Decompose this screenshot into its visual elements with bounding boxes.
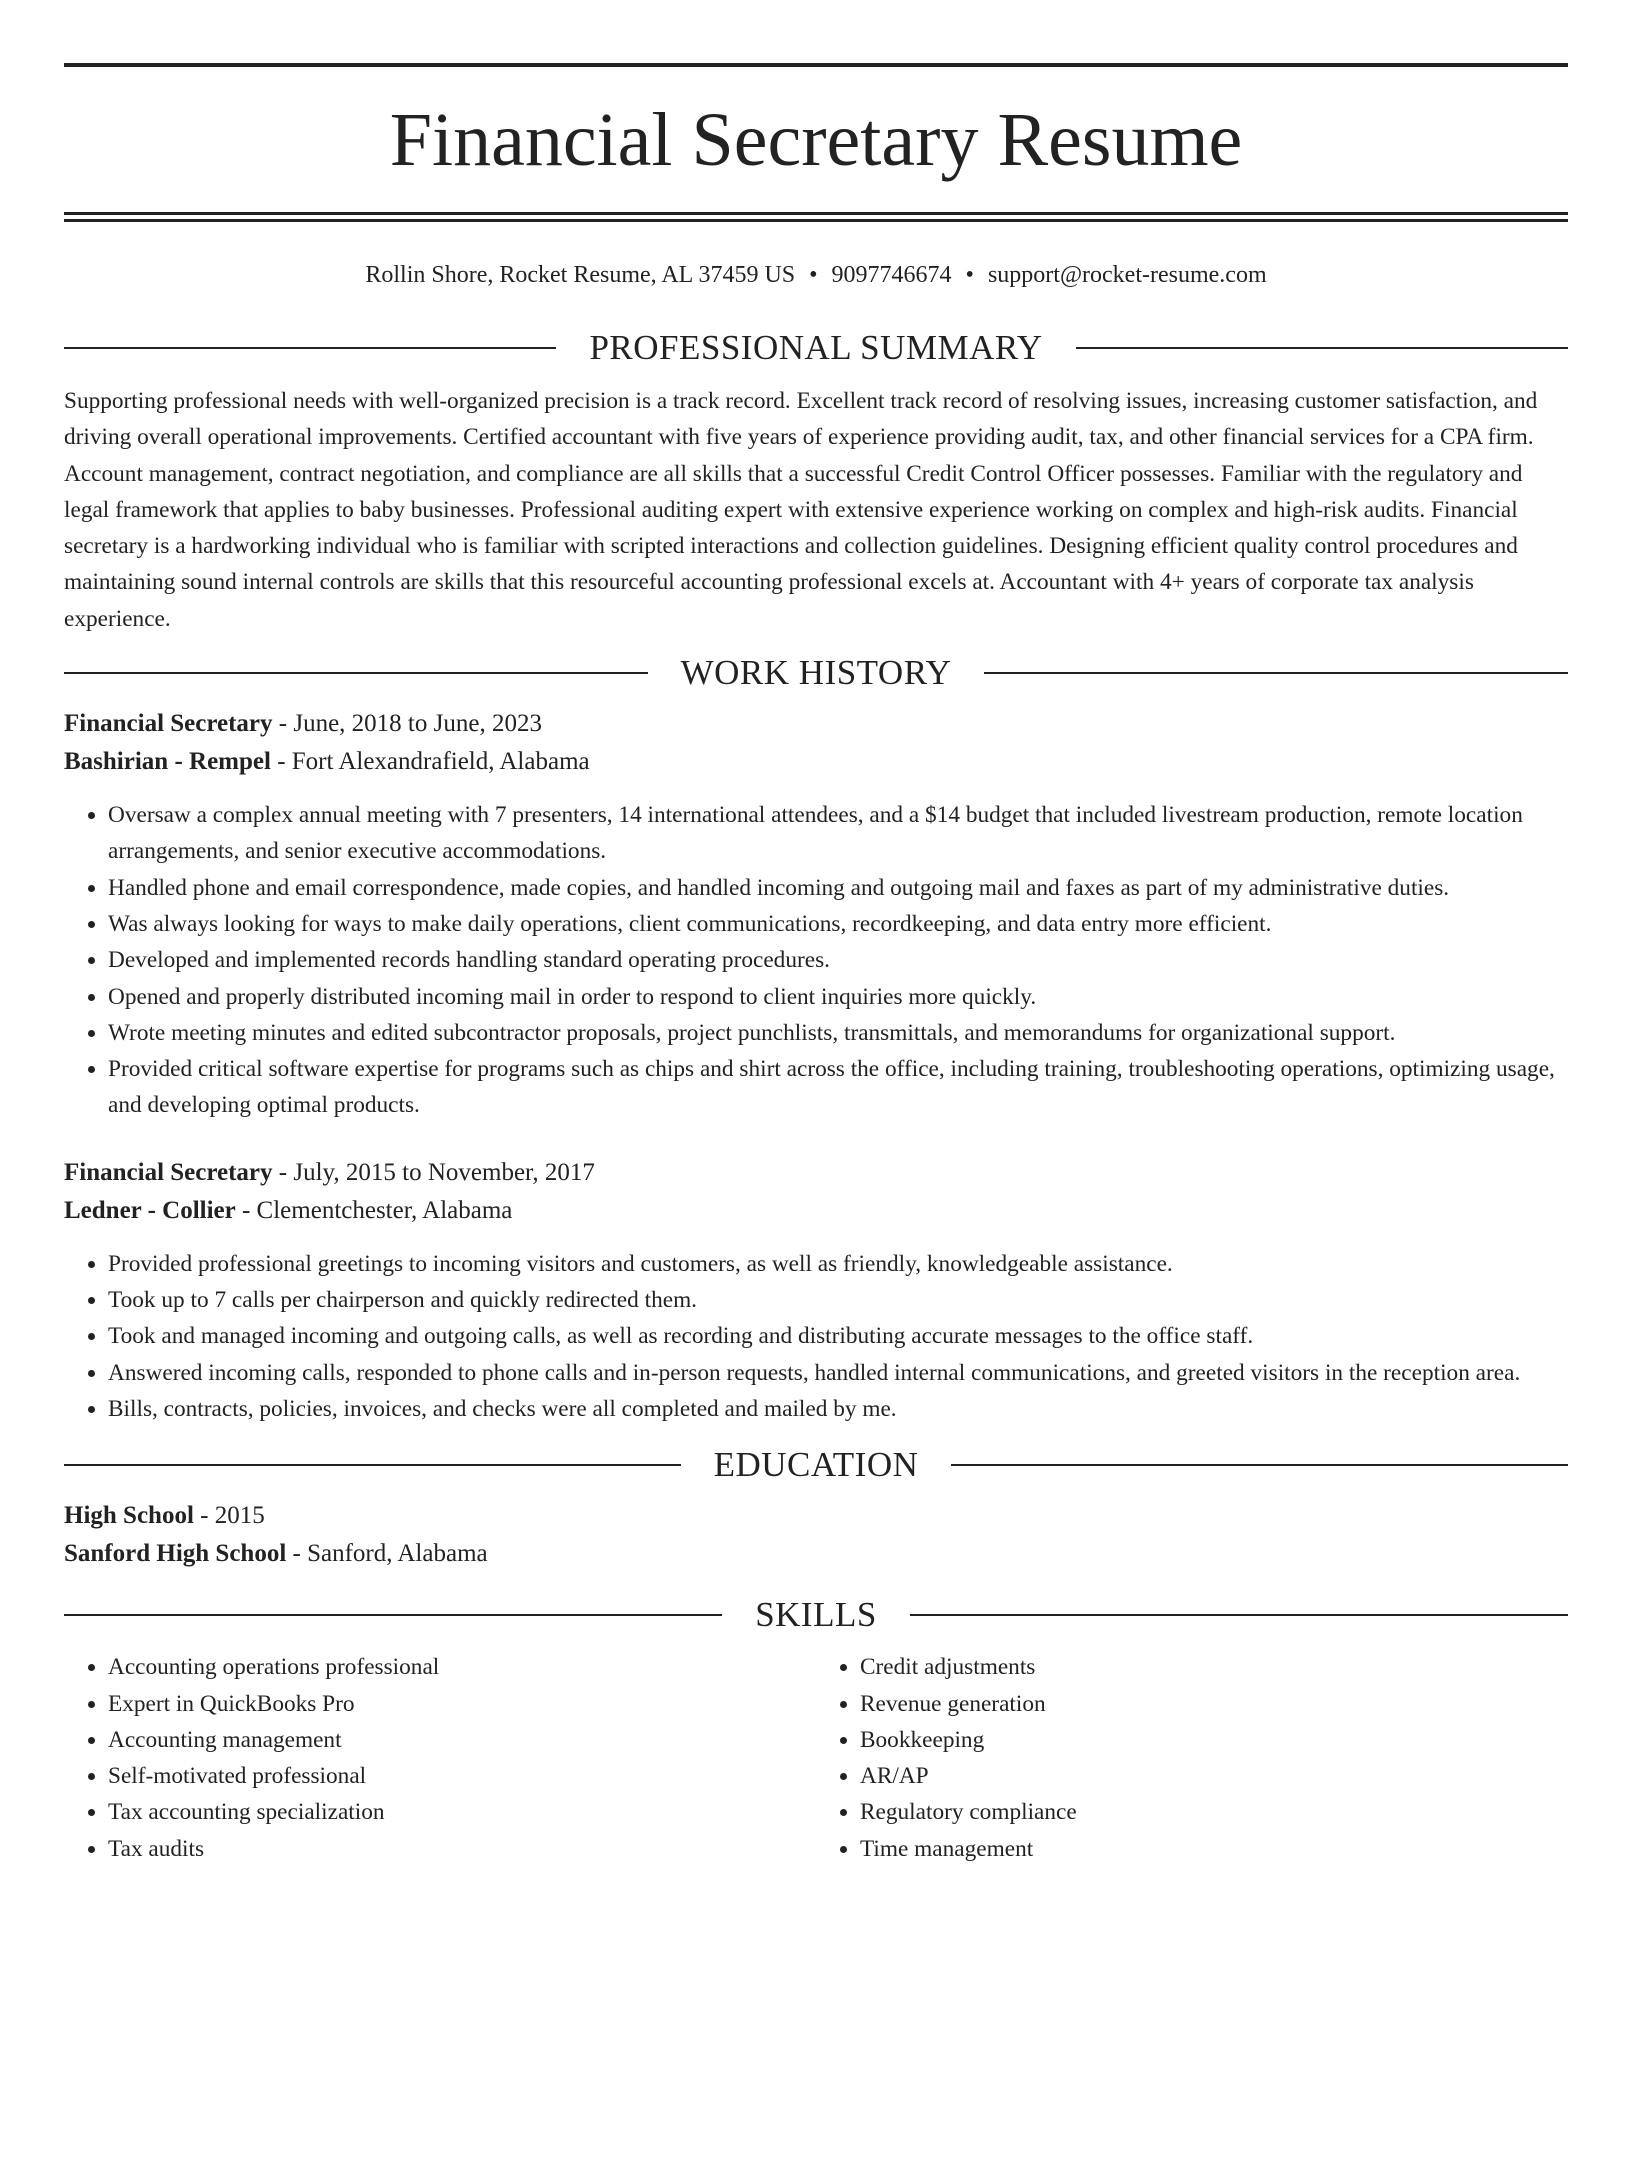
job-title-line	[64, 705, 1568, 743]
education-school: Sanford High School	[64, 1540, 287, 1568]
list-item: • Took and managed incoming and outgoing calls, as well as recording and distributing accurate messages to the office staff.	[108, 1318, 1568, 1354]
skill-item: • Tax audits	[108, 1831, 816, 1867]
work-history-heading-label: WORK HISTORY	[680, 653, 952, 693]
list-item: • Opened and properly distributed incoming mail in order to respond to client inquiries more quickly.	[108, 979, 1568, 1015]
education-heading-label: EDUCATION	[713, 1445, 919, 1485]
skills-list-right	[816, 1649, 1568, 1867]
list-item: • Handled phone and email correspondence, made copies, and handled incoming and outgoing mail and faxes as part of my administrative duties.	[108, 870, 1568, 906]
job-entry	[64, 1154, 1568, 1427]
summary-text: Supporting professional needs with well-organized precision is a track record. Excellent track record of resolving issues, increasing customer satisfaction, and driving overall operational improvements. Certified accountant with five years of experience providing audit, tax, and other financial services for a CPA firm. Account management, contract negotiation, and compliance are all skills that a successful Credit Control Officer possesses. Familiar with the regulatory and legal framework that applies to baby businesses. Professional auditing expert with extensive experience working on complex and high-risk audits. Financial secretary is a hardworking individual who is familiar with scripted interactions and collection guidelines. Designing efficient quality control procedures and maintaining sound internal controls are skills that this resourceful accounting professional excels at. Accountant with 4+ years of corporate tax analysis experience.	[64, 388, 1538, 632]
list-item: • Bills, contracts, policies, invoices, and checks were all completed and mailed by me.	[108, 1391, 1568, 1427]
list-item: • Wrote meeting minutes and edited subcontractor proposals, project punchlists, transmittals, and memorandums for organizational support.	[108, 1015, 1568, 1051]
education-degree: High School	[64, 1502, 194, 1530]
job-title: Financial Secretary	[64, 1158, 273, 1186]
skill-item: • Tax accounting specialization	[108, 1794, 816, 1830]
skill-item: • Time management	[860, 1831, 1568, 1867]
skill-item: • Revenue generation	[860, 1686, 1568, 1722]
list-item: • Developed and implemented records handling standard operating procedures.	[108, 942, 1568, 978]
list-item: • Oversaw a complex annual meeting with 7 presenters, 14 international attendees, and a $14 budget that included livestream production, remote location arrangements, and senior executive accommodations.	[108, 797, 1568, 870]
heading-rule	[64, 1464, 681, 1466]
skill-item: • Accounting operations professional	[108, 1649, 816, 1685]
skill-item: • Self-motivated professional	[108, 1758, 816, 1794]
contact-phone: 9097746674	[831, 262, 952, 288]
resume-title: Financial Secretary Resume	[389, 98, 1243, 182]
education-degree-line	[64, 1497, 1568, 1535]
job-company: Ledner - Collier	[64, 1196, 236, 1224]
job-title-line	[64, 1154, 1568, 1192]
job-company: Bashirian - Rempel	[64, 748, 271, 776]
job-location: - Fort Alexandrafield, Alabama	[270, 748, 590, 776]
skill-item: • AR/AP	[860, 1758, 1568, 1794]
list-item: • Answered incoming calls, responded to phone calls and in-person requests, handled internal communications, and greeted visitors in the reception area.	[108, 1355, 1568, 1391]
heading-rule	[984, 672, 1568, 674]
title-double-rule	[64, 212, 1568, 222]
contact-address: Rollin Shore, Rocket Resume, AL 37459 US	[365, 262, 796, 288]
education-location: - Sanford, Alabama	[286, 1540, 488, 1568]
education-school-line	[64, 1535, 1568, 1573]
job-company-line	[64, 1192, 1568, 1230]
skills-columns	[64, 1649, 1568, 1867]
work-history-heading	[64, 653, 1568, 693]
job-title: Financial Secretary	[64, 710, 273, 738]
education-heading	[64, 1445, 1568, 1485]
heading-rule	[64, 672, 648, 674]
education-entry	[64, 1497, 1568, 1573]
skill-item: • Bookkeeping	[860, 1722, 1568, 1758]
skill-item: • Expert in QuickBooks Pro	[108, 1686, 816, 1722]
skills-heading-label: SKILLS	[755, 1595, 877, 1635]
skill-item: • Regulatory compliance	[860, 1794, 1568, 1830]
job-dates: - June, 2018 to June, 2023	[272, 710, 542, 738]
skill-item: • Accounting management	[108, 1722, 816, 1758]
heading-rule	[951, 1464, 1568, 1466]
heading-rule	[64, 1614, 722, 1616]
skill-item: • Credit adjustments	[860, 1649, 1568, 1685]
contact-separator: •	[965, 262, 974, 288]
job-entry	[64, 705, 1568, 1124]
resume-page	[0, 63, 1632, 2175]
summary-heading	[64, 328, 1568, 368]
job-company-line	[64, 743, 1568, 781]
list-item: • Provided professional greetings to incoming visitors and customers, as well as friendly, knowledgeable assistance.	[108, 1246, 1568, 1282]
list-item: • Took up to 7 calls per chairperson and quickly redirected them.	[108, 1282, 1568, 1318]
skills-heading	[64, 1595, 1568, 1635]
job-dates: - July, 2015 to November, 2017	[272, 1158, 595, 1186]
list-item: • Was always looking for ways to make daily operations, client communications, recordkeeping, and data entry more efficient.	[108, 906, 1568, 942]
list-item: • Provided critical software expertise for programs such as chips and shirt across the office, including training, troubleshooting operations, optimizing usage, and developing optimal products.	[108, 1051, 1568, 1124]
job-location: - Clementchester, Alabama	[235, 1196, 513, 1224]
heading-rule	[910, 1614, 1568, 1616]
education-year: - 2015	[193, 1502, 265, 1530]
skills-list-left	[64, 1649, 816, 1867]
contact-separator: •	[809, 262, 818, 288]
summary-heading-label: PROFESSIONAL SUMMARY	[589, 328, 1043, 367]
job-bullets	[64, 797, 1568, 1124]
contact-line	[64, 260, 1568, 290]
contact-email: support@rocket-resume.com	[987, 262, 1267, 288]
job-bullets	[64, 1246, 1568, 1427]
heading-rule	[64, 347, 556, 349]
heading-rule	[1076, 347, 1568, 349]
